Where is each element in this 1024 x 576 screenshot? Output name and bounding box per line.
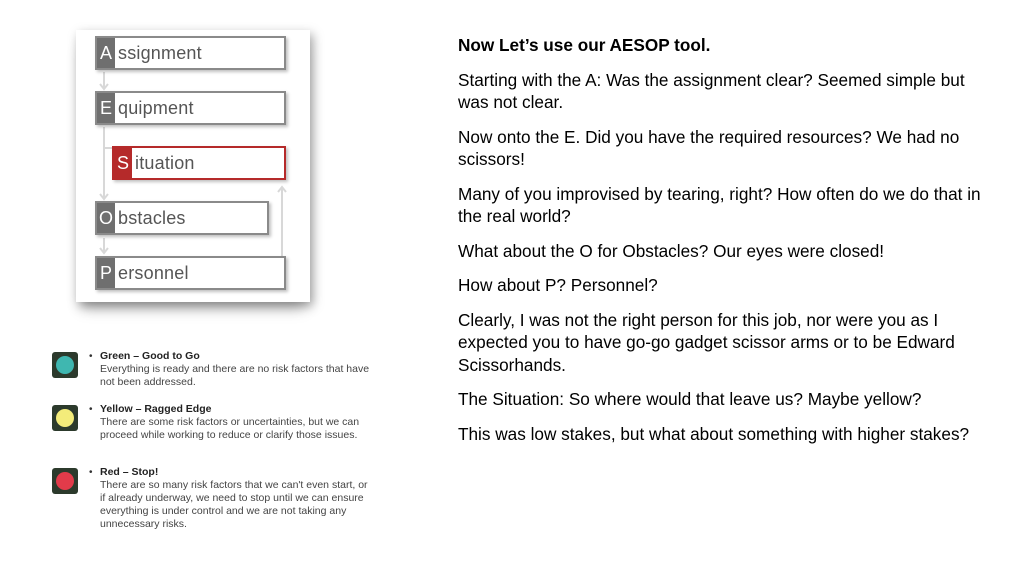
aesop-word: quipment	[118, 97, 194, 118]
aesop-word: ituation	[135, 152, 195, 173]
notes-paragraph: The Situation: So where would that leave us? Maybe yellow?	[458, 389, 922, 409]
legend-description: There are some risk factors or uncertainties, but we can proceed while working to reduce or clarify those issues.	[100, 416, 360, 441]
aesop-row-situation	[112, 146, 286, 180]
aesop-word: bstacles	[118, 207, 186, 228]
legend-heading: Red – Stop!	[100, 466, 159, 478]
aesop-letter: O	[97, 203, 115, 233]
notes-paragraph: What about the O for Obstacles? Our eyes were closed!	[458, 240, 885, 261]
legend-heading: Green – Good to Go	[100, 350, 200, 362]
notes-title: Now Let’s use our AESOP tool.	[458, 35, 711, 55]
yellow-light-icon	[52, 405, 78, 431]
aesop-letter: S	[114, 148, 132, 178]
green-light-icon	[52, 352, 78, 378]
aesop-row-equipment	[95, 91, 286, 125]
legend-heading: Yellow – Ragged Edge	[100, 403, 212, 415]
aesop-word: ssignment	[118, 42, 202, 63]
aesop-letter: A	[97, 38, 115, 68]
notes-paragraph: How about P? Personnel?	[458, 275, 658, 295]
legend-description: Everything is ready and there are no risk factors that have not been addressed.	[100, 363, 370, 388]
notes-paragraph: Clearly, I was not the right person for this job, nor were you as I expected you to have go-go gadget scissor arms or to be Edward Scissorhands.	[458, 309, 955, 375]
notes-text	[458, 34, 998, 457]
aesop-diagram	[76, 30, 310, 302]
notes-paragraph: Starting with the A: Was the assignment clear? Seemed simple but was not clear.	[458, 69, 965, 112]
legend-description: There are so many risk factors that we can't even start, or if already underway, we need to stop until we can ensure everything is under control and we are not taking any unnecessary risks.	[100, 479, 368, 530]
aesop-row-personnel	[95, 256, 286, 290]
aesop-letter: E	[97, 93, 115, 123]
notes-paragraph: This was low stakes, but what about something with higher stakes?	[458, 423, 970, 444]
aesop-word: ersonnel	[118, 262, 189, 283]
red-light-icon	[52, 468, 78, 494]
aesop-row-assignment	[95, 36, 286, 70]
notes-paragraph: Now onto the E. Did you have the required resources? We had no scissors!	[458, 126, 960, 169]
notes-paragraph: Many of you improvised by tearing, right? How often do we do that in the real world?	[458, 183, 981, 226]
aesop-row-obstacles	[95, 201, 269, 235]
aesop-letter: P	[97, 258, 115, 288]
